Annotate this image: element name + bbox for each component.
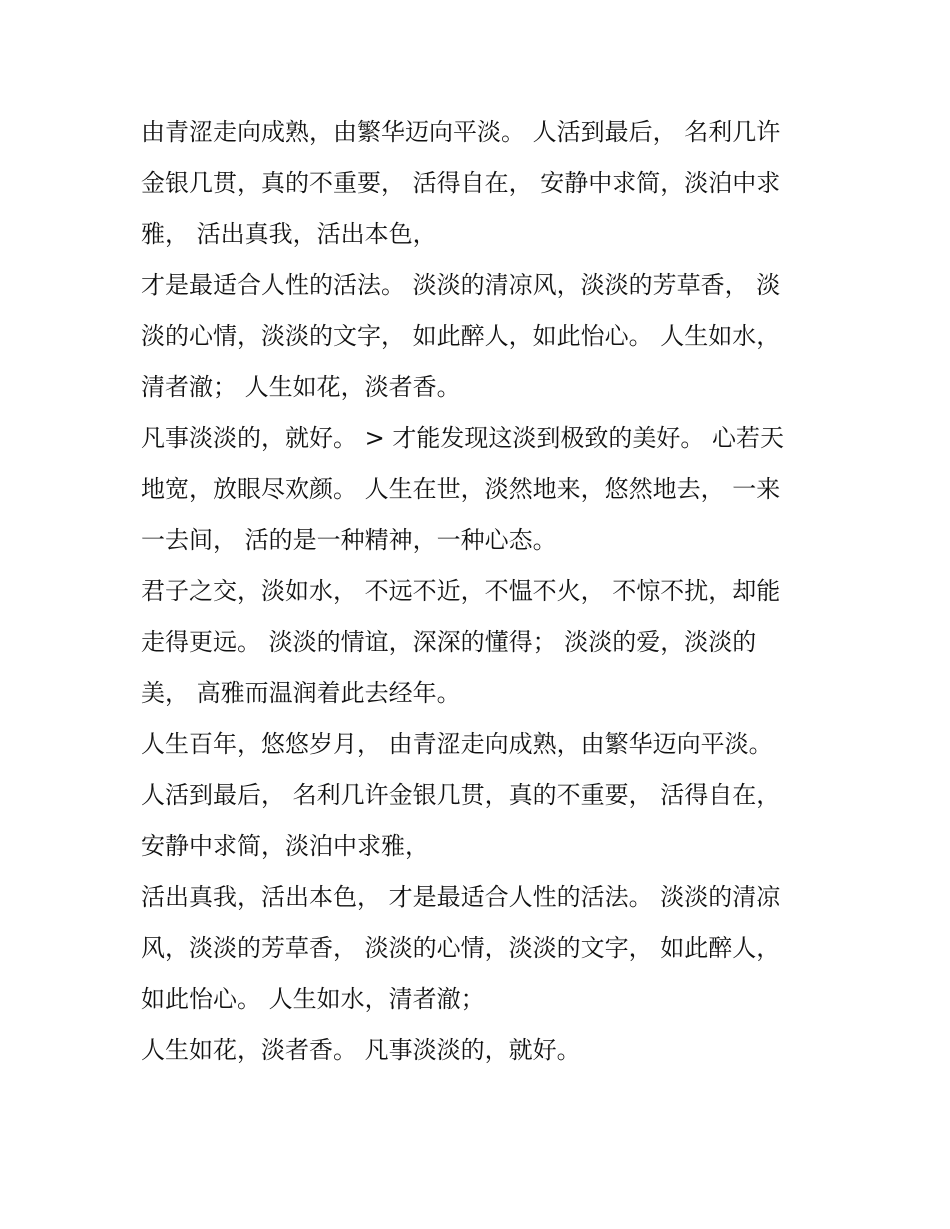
text-line: 美， 高雅而温润着此去经年。 [141, 679, 461, 707]
paragraph-6 [141, 872, 811, 1025]
paragraph-3 [141, 413, 811, 566]
paragraph-1 [141, 107, 811, 260]
text-line: 凡事淡淡的，就好。 > 才能发现这淡到极致的美好。 心若天 [141, 424, 784, 452]
document-body [141, 107, 811, 1076]
text-line: 人活到最后， 名利几许金银几贯，真的不重要， 活得自在， [141, 781, 781, 809]
text-line: 淡的心情，淡淡的文字， 如此醉人，如此怡心。 人生如水， [141, 322, 781, 350]
text-line: 地宽，放眼尽欢颜。 人生在世，淡然地来，悠然地去， 一来 [141, 475, 781, 503]
paragraph-2 [141, 260, 811, 413]
paragraph-5 [141, 719, 811, 872]
text-line: 安静中求简，淡泊中求雅， [141, 832, 429, 860]
text-line: 如此怡心。 人生如水，清者澈； [141, 985, 485, 1013]
text-line: 由青涩走向成熟，由繁华迈向平淡。 人活到最后， 名利几许 [141, 118, 781, 146]
text-line: 人生如花，淡者香。 凡事淡淡的，就好。 [141, 1036, 581, 1064]
text-line: 一去间， 活的是一种精神，一种心态。 [141, 526, 557, 554]
text-line: 清者澈； 人生如花，淡者香。 [141, 373, 461, 401]
paragraph-4 [141, 566, 811, 719]
text-line: 活出真我，活出本色， 才是最适合人性的活法。 淡淡的清凉 [141, 883, 781, 911]
text-line: 才是最适合人性的活法。 淡淡的清凉风，淡淡的芳草香， 淡 [141, 271, 781, 299]
paragraph-7 [141, 1025, 811, 1076]
text-line: 金银几贯，真的不重要， 活得自在， 安静中求简，淡泊中求 [141, 169, 781, 197]
text-line: 风，淡淡的芳草香， 淡淡的心情，淡淡的文字， 如此醉人， [141, 934, 781, 962]
text-line: 雅， 活出真我，活出本色， [141, 220, 437, 248]
text-line: 走得更远。 淡淡的情谊，深深的懂得； 淡淡的爱，淡淡的 [141, 628, 757, 656]
text-line: 人生百年，悠悠岁月， 由青涩走向成熟，由繁华迈向平淡。 [141, 730, 773, 758]
text-line: 君子之交，淡如水， 不远不近，不愠不火， 不惊不扰，却能 [141, 577, 781, 605]
